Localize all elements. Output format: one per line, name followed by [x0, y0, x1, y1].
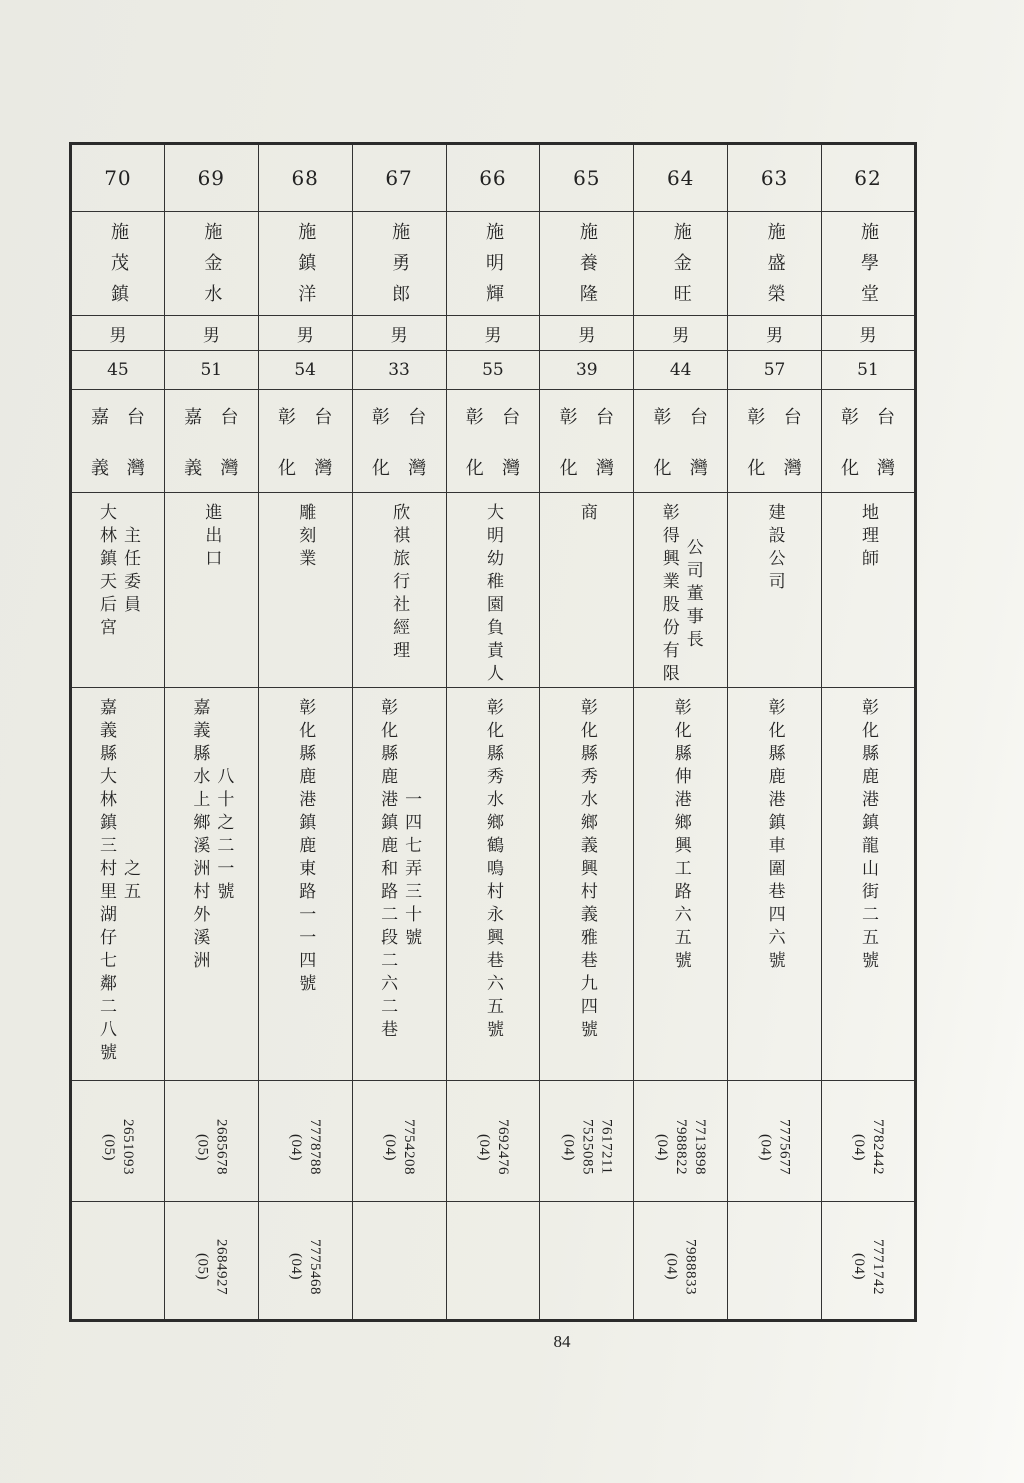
phone-line: 7775468: [307, 1238, 324, 1295]
phone-line: 7988833: [682, 1238, 699, 1295]
member-name: 施金旺: [670, 222, 692, 315]
occupation-line: 商: [576, 503, 597, 526]
address-line: 彰化縣秀水鄉義興村義雅巷九四號: [576, 698, 597, 1043]
phone-line: 7525085: [579, 1119, 596, 1175]
row-phone-1: [71, 1081, 916, 1202]
native-place: [540, 390, 633, 492]
phone-1-cell: [822, 1081, 916, 1202]
native-place: [822, 390, 914, 492]
phone-1: [540, 1081, 633, 1207]
occupation-line: 建設公司: [764, 503, 785, 595]
phone-line: 7782442: [870, 1119, 886, 1175]
member-name-cell: [728, 212, 822, 316]
phone-1-cell: [634, 1081, 728, 1202]
phone-line: 7988822: [673, 1119, 690, 1175]
member-name: 施明輝: [482, 222, 504, 315]
address-cell: [540, 688, 634, 1081]
occupation-cell: [634, 493, 728, 688]
address-wrap: [634, 688, 727, 974]
phone-2-cell: [822, 1202, 916, 1321]
row-number: [71, 144, 916, 212]
occupation-wrap: [634, 493, 727, 687]
phone-2: [259, 1202, 352, 1325]
occupation-line: 主任委員: [119, 526, 140, 618]
native-place-cell: [71, 390, 165, 493]
address-wrap: [728, 688, 821, 974]
phone-2: [728, 1202, 821, 1325]
member-name-cell: [352, 212, 446, 316]
native-place-right-top: 彰: [371, 406, 390, 428]
phone-line: (04): [288, 1133, 305, 1161]
row-native-place: [71, 390, 916, 493]
native-place-right-top: 彰: [277, 406, 296, 428]
name-wrap: [540, 212, 633, 315]
native-place-cell: [822, 390, 916, 493]
name-wrap: [447, 212, 540, 315]
phone-line: (04): [757, 1133, 774, 1161]
member-number: 67: [352, 144, 446, 212]
address-line: 彰化縣鹿港鎮龍山街二五號: [858, 698, 878, 974]
occupation-wrap: [259, 493, 352, 572]
phone-line: (05): [100, 1133, 117, 1161]
native-place: [728, 390, 821, 492]
address-line: 彰化縣鹿港鎮鹿東路一一四號: [295, 698, 316, 997]
address-line: 嘉義縣水上鄉溪洲村外溪洲: [189, 698, 210, 974]
occupation-cell: [164, 493, 258, 688]
occupation-wrap: [165, 493, 258, 572]
member-number: 68: [258, 144, 352, 212]
native-place-right-top: 彰: [653, 406, 672, 428]
member-number: 64: [634, 144, 728, 212]
phone-line: 7617211: [598, 1119, 615, 1175]
native-place-left-top: 台: [877, 406, 895, 428]
address-cell: [164, 688, 258, 1081]
name-wrap: [259, 212, 352, 315]
member-sex: 男: [71, 316, 165, 351]
page-number: 84: [553, 1332, 571, 1351]
address-cell: [258, 688, 352, 1081]
native-place-right-bottom: 義: [184, 457, 203, 479]
phone-line: 7754208: [401, 1119, 418, 1175]
native-place: [165, 390, 258, 492]
member-name: 施茂鎮: [107, 222, 129, 315]
address-cell: [71, 688, 165, 1081]
native-place-cell: [446, 390, 540, 493]
occupation-wrap: [540, 493, 633, 526]
row-name: [71, 212, 916, 316]
native-place-cell: [258, 390, 352, 493]
member-name: 施鎮洋: [295, 222, 317, 315]
native-place-left-top: 台: [783, 406, 802, 428]
member-name: 施盛榮: [764, 222, 786, 315]
name-wrap: [634, 212, 727, 315]
member-age: 57: [728, 351, 822, 390]
phone-line: 7775677: [776, 1119, 793, 1175]
native-place-right-bottom: 化: [277, 457, 296, 479]
phone-1: [728, 1081, 821, 1207]
native-place-left-bottom: 灣: [596, 457, 615, 479]
native-place-left-top: 台: [314, 406, 333, 428]
native-place-right-bottom: 義: [90, 457, 109, 479]
address-cell: [634, 688, 728, 1081]
member-name-cell: [540, 212, 634, 316]
phone-line: (04): [560, 1133, 577, 1161]
phone-line: (04): [851, 1253, 867, 1280]
phone-2: [540, 1202, 633, 1325]
member-name-cell: [258, 212, 352, 316]
address-line: 彰化縣秀水鄉鶴鳴村永興巷六五號: [482, 698, 503, 1043]
native-place: [259, 390, 352, 492]
occupation-line: 雕刻業: [295, 503, 316, 572]
name-wrap: [353, 212, 446, 315]
native-place-right-bottom: 化: [653, 457, 672, 479]
member-name-cell: [822, 212, 916, 316]
native-place-right-top: 彰: [559, 406, 578, 428]
phone-2-cell: [728, 1202, 822, 1321]
native-place-cell: [634, 390, 728, 493]
member-number: 66: [446, 144, 540, 212]
address-cell: [822, 688, 916, 1081]
member-age: 54: [258, 351, 352, 390]
address-line: 彰化縣鹿港鎮車圍巷四六號: [764, 698, 785, 974]
address-line: 彰化縣鹿港鎮鹿和路二段二六二巷: [377, 698, 398, 1043]
phone-line: 2685678: [213, 1119, 230, 1175]
phone-1: [72, 1081, 164, 1207]
phone-line: (04): [475, 1133, 492, 1161]
address-wrap: [822, 688, 914, 974]
phone-line: 7771742: [870, 1238, 886, 1295]
member-age: 55: [446, 351, 540, 390]
phone-2-cell: [540, 1202, 634, 1321]
occupation-wrap: [447, 493, 540, 687]
address-cell: [728, 688, 822, 1081]
phone-2: [822, 1202, 914, 1325]
native-place-left-top: 台: [408, 406, 427, 428]
phone-line: 2684927: [213, 1238, 230, 1295]
member-age: 45: [71, 351, 165, 390]
phone-2-cell: [71, 1202, 165, 1321]
phone-1: [353, 1081, 446, 1207]
phone-1: [165, 1081, 258, 1207]
native-place-right-top: 彰: [465, 406, 484, 428]
native-place-right-top: 彰: [841, 406, 859, 428]
native-place-right-bottom: 化: [465, 457, 484, 479]
phone-1-cell: [446, 1081, 540, 1202]
member-number: 69: [164, 144, 258, 212]
phone-2: [353, 1202, 446, 1325]
member-sex: 男: [164, 316, 258, 351]
phone-line: (04): [654, 1133, 671, 1161]
occupation-wrap: [72, 493, 164, 641]
phone-1: [259, 1081, 352, 1207]
phone-line: (04): [382, 1133, 399, 1161]
name-wrap: [728, 212, 821, 315]
member-name: 施金水: [201, 222, 223, 315]
native-place-right-top: 嘉: [90, 406, 109, 428]
address-wrap: [353, 688, 446, 1043]
member-age: 51: [822, 351, 916, 390]
phone-line: (04): [288, 1253, 305, 1280]
member-number: 62: [822, 144, 916, 212]
row-address: [71, 688, 916, 1081]
phone-1: [634, 1081, 727, 1207]
occupation-cell: [258, 493, 352, 688]
native-place-left-bottom: 灣: [783, 457, 802, 479]
member-name: 施學堂: [858, 222, 879, 315]
native-place: [447, 390, 540, 492]
phone-2-cell: [634, 1202, 728, 1321]
native-place-left-top: 台: [126, 406, 145, 428]
name-wrap: [72, 212, 164, 315]
address-wrap: [259, 688, 352, 997]
phone-1: [822, 1081, 914, 1207]
phone-2: [447, 1202, 540, 1325]
occupation-line: 公司董事長: [682, 537, 703, 653]
native-place: [353, 390, 446, 492]
native-place-left-top: 台: [596, 406, 615, 428]
phone-1-cell: [352, 1081, 446, 1202]
phone-2: [72, 1202, 164, 1325]
phone-2-cell: [352, 1202, 446, 1321]
member-number: 65: [540, 144, 634, 212]
address-wrap: [540, 688, 633, 1043]
native-place-left-top: 台: [689, 406, 708, 428]
native-place-right-top: 嘉: [184, 406, 203, 428]
name-wrap: [822, 212, 914, 315]
member-age: 39: [540, 351, 634, 390]
address-cell: [446, 688, 540, 1081]
occupation-line: 欣祺旅行社經理: [389, 503, 410, 664]
native-place-right-bottom: 化: [841, 457, 859, 479]
address-line: 嘉義縣大林鎮三村里湖仔七鄰二八號: [95, 698, 116, 1066]
phone-1-cell: [258, 1081, 352, 1202]
phone-line: (04): [663, 1253, 680, 1280]
phone-2: [634, 1202, 727, 1325]
member-name: 施養隆: [576, 222, 598, 315]
phone-1-cell: [164, 1081, 258, 1202]
row-occupation: [71, 493, 916, 688]
phone-2-cell: [258, 1202, 352, 1321]
native-place-left-bottom: 灣: [408, 457, 427, 479]
occupation-line: 地理師: [858, 503, 878, 572]
phone-2-cell: [164, 1202, 258, 1321]
occupation-line: 大林鎮天后宮: [95, 503, 116, 641]
member-number: 63: [728, 144, 822, 212]
occupation-line: 進出口: [201, 503, 222, 572]
address-line: 彰化縣伸港鄉興工路六五號: [670, 698, 691, 974]
member-name-cell: [634, 212, 728, 316]
native-place-left-bottom: 灣: [220, 457, 239, 479]
native-place: [72, 390, 164, 492]
member-sex: 男: [540, 316, 634, 351]
row-age: [71, 351, 916, 390]
phone-line: 7692476: [494, 1119, 511, 1175]
occupation-wrap: [822, 493, 914, 572]
occupation-wrap: [728, 493, 821, 595]
native-place-cell: [164, 390, 258, 493]
member-age: 51: [164, 351, 258, 390]
address-wrap: [72, 688, 164, 1066]
member-sex: 男: [728, 316, 822, 351]
phone-line: 7778788: [307, 1119, 324, 1175]
occupation-cell: [352, 493, 446, 688]
occupation-cell: [446, 493, 540, 688]
member-sex: 男: [822, 316, 916, 351]
row-phone-2: [71, 1202, 916, 1321]
address-line: 八十之二一號: [213, 767, 234, 905]
native-place: [634, 390, 727, 492]
phone-2: [165, 1202, 258, 1325]
member-sex: 男: [352, 316, 446, 351]
address-wrap: [165, 688, 258, 974]
native-place-left-bottom: 灣: [689, 457, 708, 479]
native-place-left-bottom: 灣: [502, 457, 521, 479]
member-sex: 男: [634, 316, 728, 351]
phone-line: 7713898: [692, 1119, 709, 1175]
native-place-cell: [352, 390, 446, 493]
member-name: 施勇郎: [389, 222, 411, 315]
member-name-cell: [446, 212, 540, 316]
member-age: 44: [634, 351, 728, 390]
occupation-cell: [728, 493, 822, 688]
native-place-right-bottom: 化: [747, 457, 766, 479]
member-name-cell: [164, 212, 258, 316]
occupation-cell: [71, 493, 165, 688]
occupation-cell: [540, 493, 634, 688]
address-line: 一四七弄三十號: [401, 790, 422, 951]
address-line: 之五: [119, 859, 140, 905]
native-place-left-bottom: 灣: [877, 457, 895, 479]
member-number: 70: [71, 144, 165, 212]
native-place-left-bottom: 灣: [126, 457, 145, 479]
address-wrap: [447, 688, 540, 1043]
member-age: 33: [352, 351, 446, 390]
phone-1-cell: [540, 1081, 634, 1202]
member-roster-table: [69, 142, 917, 1322]
phone-1: [447, 1081, 540, 1207]
native-place-right-top: 彰: [747, 406, 766, 428]
occupation-cell: [822, 493, 916, 688]
native-place-cell: [540, 390, 634, 493]
occupation-line: 彰得興業股份有限: [658, 503, 679, 687]
native-place-right-bottom: 化: [371, 457, 390, 479]
phone-1-cell: [728, 1081, 822, 1202]
member-sex: 男: [258, 316, 352, 351]
address-cell: [352, 688, 446, 1081]
native-place-cell: [728, 390, 822, 493]
occupation-wrap: [353, 493, 446, 664]
member-name-cell: [71, 212, 165, 316]
phone-1-cell: [71, 1081, 165, 1202]
row-sex: [71, 316, 916, 351]
phone-line: (04): [851, 1133, 867, 1161]
native-place-left-bottom: 灣: [314, 457, 333, 479]
phone-line: 2651093: [119, 1119, 136, 1175]
phone-2-cell: [446, 1202, 540, 1321]
occupation-line: 大明幼稚園負責人: [482, 503, 503, 687]
native-place-left-top: 台: [502, 406, 521, 428]
name-wrap: [165, 212, 258, 315]
phone-line: (05): [194, 1133, 211, 1161]
member-sex: 男: [446, 316, 540, 351]
native-place-right-bottom: 化: [559, 457, 578, 479]
native-place-left-top: 台: [220, 406, 239, 428]
phone-line: (05): [194, 1253, 211, 1280]
